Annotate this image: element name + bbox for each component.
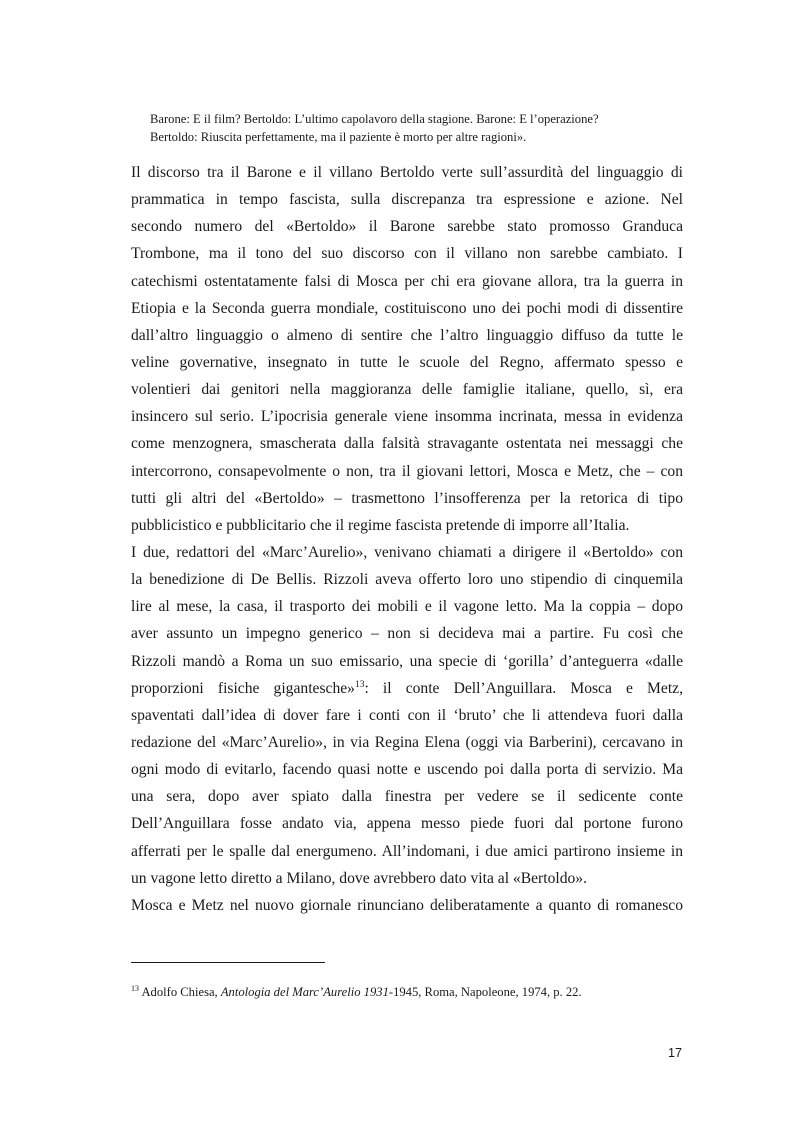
quote-line: Bertoldo: Riuscita perfettamente, ma il paziente è morto per altre ragioni». — [150, 130, 527, 144]
body-line: intercorrono, consapevolmente o non, tra il giovani lettori, Mosca e Metz, che – con — [131, 462, 683, 480]
footnote-author: Adolfo Chiesa, — [139, 985, 221, 999]
body-line: tutti gli altri del «Bertoldo» – trasmettono l’insofferenza per la retorica di tipo — [131, 489, 683, 507]
body-line: prammatica in tempo fascista, sulla discrepanza tra espressione e azione. Nel — [131, 191, 683, 209]
body-line: una sera, dopo aver spiato dalla finestra per vedere se il sedicente conte — [131, 788, 683, 806]
body-line: un vagone letto diretto a Milano, dove avrebbero dato vita al «Bertoldo». — [131, 869, 587, 887]
body-line: Etiopia e la Seconda guerra mondiale, costituiscono uno dei pochi modi di dissentire — [131, 299, 683, 317]
body-line: aver assunto un impegno generico – non si decideva mai a partire. Fu così che — [131, 625, 683, 643]
body-line: redazione del «Marc’Aurelio», in via Regina Elena (oggi via Barberini), cercavano in — [131, 733, 683, 751]
footnote — [131, 984, 691, 1000]
body-line-part: proporzioni fisiche gigantesche» — [131, 679, 355, 697]
body-text — [131, 159, 683, 919]
body-line: Dell’Anguillara fosse andato via, appena messo piede fuori dal portone furono — [131, 815, 683, 833]
body-line: la benedizione di De Bellis. Rizzoli aveva offerto loro uno stipendio di cinquemila — [131, 571, 683, 589]
footnote-title: Antologia del Marc’Aurelio 1931 — [220, 985, 389, 999]
body-line: Trombone, ma il tono del suo discorso con il villano non sarebbe cambiato. I — [131, 245, 683, 263]
body-line-with-footnote — [131, 675, 683, 702]
body-line: come menzognera, smascherata dalla falsità stravagante ostentata nei messaggi che — [131, 435, 683, 453]
body-line: secondo numero del «Bertoldo» il Barone sarebbe stato promosso Granduca — [131, 218, 683, 236]
footnote-reference[interactable]: 13 — [354, 679, 365, 690]
footnote-number: 13 — [131, 983, 139, 993]
footnote-rest: -1945, Roma, Napoleone, 1974, p. 22. — [388, 985, 582, 999]
body-line: dall’altro linguaggio o almeno di sentire che l’altro linguaggio diffuso da tutte le — [131, 326, 683, 344]
quote-line: Barone: E il film? Bertoldo: L’ultimo capolavoro della stagione. Barone: E l’operazione? — [150, 112, 599, 126]
body-line: Mosca e Metz nel nuovo giornale rinunciano deliberatamente a quanto di romanesco — [131, 896, 683, 914]
footnote-separator — [131, 962, 325, 963]
body-line: I due, redattori del «Marc’Aurelio», venivano chiamati a dirigere il «Bertoldo» con — [131, 543, 683, 561]
body-line: afferrati per le spalle dal energumeno. All’indomani, i due amici partirono insieme in — [131, 842, 683, 860]
body-line: lire al mese, la casa, il trasporto dei mobili e il vagone letto. Ma la coppia – dopo — [131, 598, 683, 616]
body-line: catechismi ostentatamente falsi di Mosca per chi era giovane allora, tra la guerra in — [131, 272, 683, 290]
body-line: insincero sul serio. L’ipocrisia generale viene insomma incrinata, messa in evidenza — [131, 408, 683, 426]
page-number: 17 — [667, 1046, 682, 1060]
body-line: Il discorso tra il Barone e il villano Bertoldo verte sull’assurdità del linguaggio di — [131, 164, 683, 181]
body-line: ogni modo di evitarlo, facendo quasi notte e uscendo poi dalla porta di servizio. Ma — [131, 761, 683, 779]
body-line: spaventati dall’idea di dover fare i conti con il ‘bruto’ che li attendeva fuori dalla — [131, 706, 683, 724]
body-line: pubblicistico e pubblicitario che il regime fascista pretende di imporre all’Italia. — [131, 516, 630, 534]
body-line: volentieri dai genitori nella maggioranza delle famiglie italiane, quello, sì, era — [131, 381, 683, 399]
block-quote — [150, 110, 662, 146]
body-line-part: : il conte Dell’Anguillara. Mosca e Metz, — [364, 679, 683, 697]
body-line: Rizzoli mandò a Roma un suo emissario, una specie di ‘gorilla’ d’anteguerra «dalle — [131, 652, 683, 670]
body-line: veline governative, insegnato in tutte le scuole del Regno, affermato spesso e — [131, 353, 683, 371]
